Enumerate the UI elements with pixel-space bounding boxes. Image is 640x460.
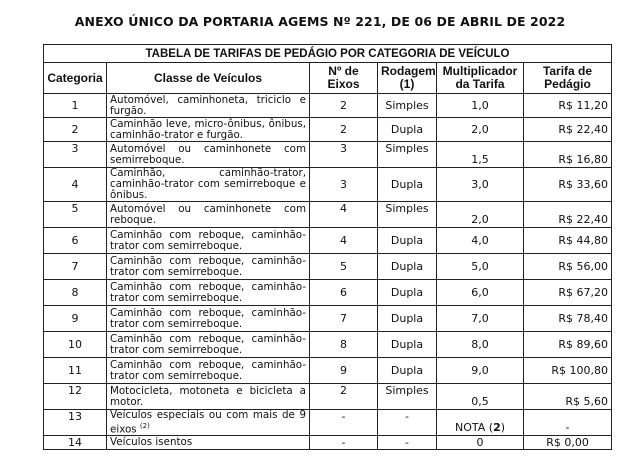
cell-categoria: 10 bbox=[44, 332, 107, 358]
cell-multiplicador: 5,0 bbox=[437, 254, 524, 280]
table-row bbox=[44, 94, 612, 118]
cell-multiplicador: 0 bbox=[437, 436, 524, 450]
cell-categoria: 3 bbox=[44, 142, 107, 168]
cell-eixos: 4 bbox=[310, 228, 378, 254]
cell-rodagem: Dupla bbox=[378, 358, 437, 384]
cell-eixos: 3 bbox=[310, 142, 378, 168]
cell-classe: Caminhão com reboque, caminhão-trator com semirreboque. bbox=[107, 228, 310, 254]
table-caption: TABELA DE TARIFAS DE PEDÁGIO POR CATEGORIA DE VEÍCULO bbox=[44, 45, 612, 63]
header-tarifa: Tarifa de Pedágio bbox=[524, 63, 612, 94]
cell-tarifa: R$ 22,40 bbox=[524, 118, 612, 142]
table-row bbox=[44, 358, 612, 384]
cell-classe: Caminhão com reboque, caminhão-trator com semirreboque. bbox=[107, 306, 310, 332]
table-row bbox=[44, 228, 612, 254]
cell-eixos: - bbox=[310, 410, 378, 436]
table-row bbox=[44, 254, 612, 280]
cell-categoria: 6 bbox=[44, 228, 107, 254]
cell-rodagem: Simples bbox=[378, 384, 437, 410]
cell-rodagem: Dupla bbox=[378, 280, 437, 306]
cell-classe: Automóvel ou caminhonete com reboque. bbox=[107, 202, 310, 228]
cell-categoria: 8 bbox=[44, 280, 107, 306]
cell-multiplicador: 8,0 bbox=[437, 332, 524, 358]
cell-rodagem: Simples bbox=[378, 142, 437, 168]
cell-tarifa: R$ 89,60 bbox=[524, 332, 612, 358]
cell-classe: Veículos especiais ou com mais de 9 eixos $^{(2)}$ bbox=[107, 410, 310, 436]
cell-eixos: 6 bbox=[310, 280, 378, 306]
cell-categoria: 1 bbox=[44, 94, 107, 118]
cell-multiplicador: 7,0 bbox=[437, 306, 524, 332]
table-row bbox=[44, 168, 612, 202]
cell-categoria: 5 bbox=[44, 202, 107, 228]
table-row bbox=[44, 410, 612, 436]
table-row bbox=[44, 202, 612, 228]
table-row bbox=[44, 332, 612, 358]
cell-tarifa: R$ 44,80 bbox=[524, 228, 612, 254]
document-title: ANEXO ÚNICO DA PORTARIA AGEMS Nº 221, DE 06 DE ABRIL DE 2022 bbox=[74, 14, 566, 29]
cell-eixos: 2 bbox=[310, 94, 378, 118]
cell-eixos: 8 bbox=[310, 332, 378, 358]
cell-classe: Automóvel, caminhoneta, triciclo e furgão. bbox=[107, 94, 310, 118]
cell-classe: Caminhão com reboque, caminhão-trator com semirreboque. bbox=[107, 358, 310, 384]
cell-multiplicador: 4,0 bbox=[437, 228, 524, 254]
table-header-row bbox=[44, 63, 612, 94]
cell-multiplicador: NOTA (2) bbox=[437, 410, 524, 436]
cell-eixos: 2 bbox=[310, 384, 378, 410]
cell-tarifa: R$ 0,00 bbox=[524, 436, 612, 450]
cell-rodagem: Dupla bbox=[378, 228, 437, 254]
cell-tarifa: R$ 67,20 bbox=[524, 280, 612, 306]
cell-classe: Motocicleta, motoneta e bicicleta a motor. bbox=[107, 384, 310, 410]
cell-rodagem: Simples bbox=[378, 94, 437, 118]
cell-multiplicador: 2,0 bbox=[437, 118, 524, 142]
cell-rodagem: - bbox=[378, 410, 437, 436]
table-row bbox=[44, 142, 612, 168]
cell-classe: Caminhão com reboque, caminhão-trator com semirreboque. bbox=[107, 254, 310, 280]
cell-tarifa: R$ 5,60 bbox=[524, 384, 612, 410]
table-row bbox=[44, 384, 612, 410]
cell-rodagem: Dupla bbox=[378, 332, 437, 358]
cell-rodagem: Dupla bbox=[378, 118, 437, 142]
cell-categoria: 14 bbox=[44, 436, 107, 450]
header-rodagem: Rodagem (1) bbox=[378, 63, 437, 94]
cell-categoria: 9 bbox=[44, 306, 107, 332]
cell-eixos: 4 bbox=[310, 202, 378, 228]
cell-rodagem: Simples bbox=[378, 202, 437, 228]
cell-categoria: 12 bbox=[44, 384, 107, 410]
cell-rodagem: Dupla bbox=[378, 254, 437, 280]
table-row bbox=[44, 436, 612, 450]
cell-eixos: 9 bbox=[310, 358, 378, 384]
cell-rodagem: Dupla bbox=[378, 306, 437, 332]
cell-multiplicador: 0,5 bbox=[437, 384, 524, 410]
tariff-table bbox=[43, 44, 612, 450]
cell-categoria: 4 bbox=[44, 168, 107, 202]
cell-tarifa: R$ 100,80 bbox=[524, 358, 612, 384]
cell-tarifa: R$ 11,20 bbox=[524, 94, 612, 118]
table-caption-row bbox=[44, 45, 612, 63]
cell-eixos: - bbox=[310, 436, 378, 450]
cell-multiplicador: 9,0 bbox=[437, 358, 524, 384]
cell-classe: Caminhão, caminhão-trator, caminhão-trator com semirreboque e ônibus. bbox=[107, 168, 310, 202]
cell-tarifa: - bbox=[524, 410, 612, 436]
table-row bbox=[44, 280, 612, 306]
cell-eixos: 3 bbox=[310, 168, 378, 202]
cell-categoria: 13 bbox=[44, 410, 107, 436]
cell-eixos: 5 bbox=[310, 254, 378, 280]
cell-classe: Veículos isentos bbox=[107, 436, 310, 450]
cell-multiplicador: 6,0 bbox=[437, 280, 524, 306]
cell-classe: Caminhão com reboque, caminhão-trator com semirreboque. bbox=[107, 332, 310, 358]
cell-multiplicador: 2,0 bbox=[437, 202, 524, 228]
cell-tarifa: R$ 33,60 bbox=[524, 168, 612, 202]
cell-tarifa: R$ 16,80 bbox=[524, 142, 612, 168]
table-row bbox=[44, 118, 612, 142]
table-row bbox=[44, 306, 612, 332]
cell-multiplicador: 3,0 bbox=[437, 168, 524, 202]
cell-tarifa: R$ 78,40 bbox=[524, 306, 612, 332]
header-classe: Classe de Veículos bbox=[107, 63, 310, 94]
cell-classe: Caminhão com reboque, caminhão-trator com semirreboque. bbox=[107, 280, 310, 306]
cell-tarifa: R$ 56,00 bbox=[524, 254, 612, 280]
cell-eixos: 2 bbox=[310, 118, 378, 142]
cell-eixos: 7 bbox=[310, 306, 378, 332]
cell-rodagem: - bbox=[378, 436, 437, 450]
header-categoria: Categoria bbox=[44, 63, 107, 94]
header-eixos: Nº de Eixos bbox=[310, 63, 378, 94]
cell-categoria: 2 bbox=[44, 118, 107, 142]
cell-categoria: 7 bbox=[44, 254, 107, 280]
cell-classe: Caminhão leve, micro-ônibus, ônibus, caminhão-trator e furgão. bbox=[107, 118, 310, 142]
cell-multiplicador: 1,5 bbox=[437, 142, 524, 168]
header-multiplicador: Multiplicador da Tarifa bbox=[437, 63, 524, 94]
cell-multiplicador: 1,0 bbox=[437, 94, 524, 118]
cell-rodagem: Dupla bbox=[378, 168, 437, 202]
footnote-marker: (2) bbox=[139, 422, 150, 430]
cell-categoria: 11 bbox=[44, 358, 107, 384]
cell-tarifa: R$ 22,40 bbox=[524, 202, 612, 228]
cell-classe: Automóvel ou caminhonete com semirreboque. bbox=[107, 142, 310, 168]
